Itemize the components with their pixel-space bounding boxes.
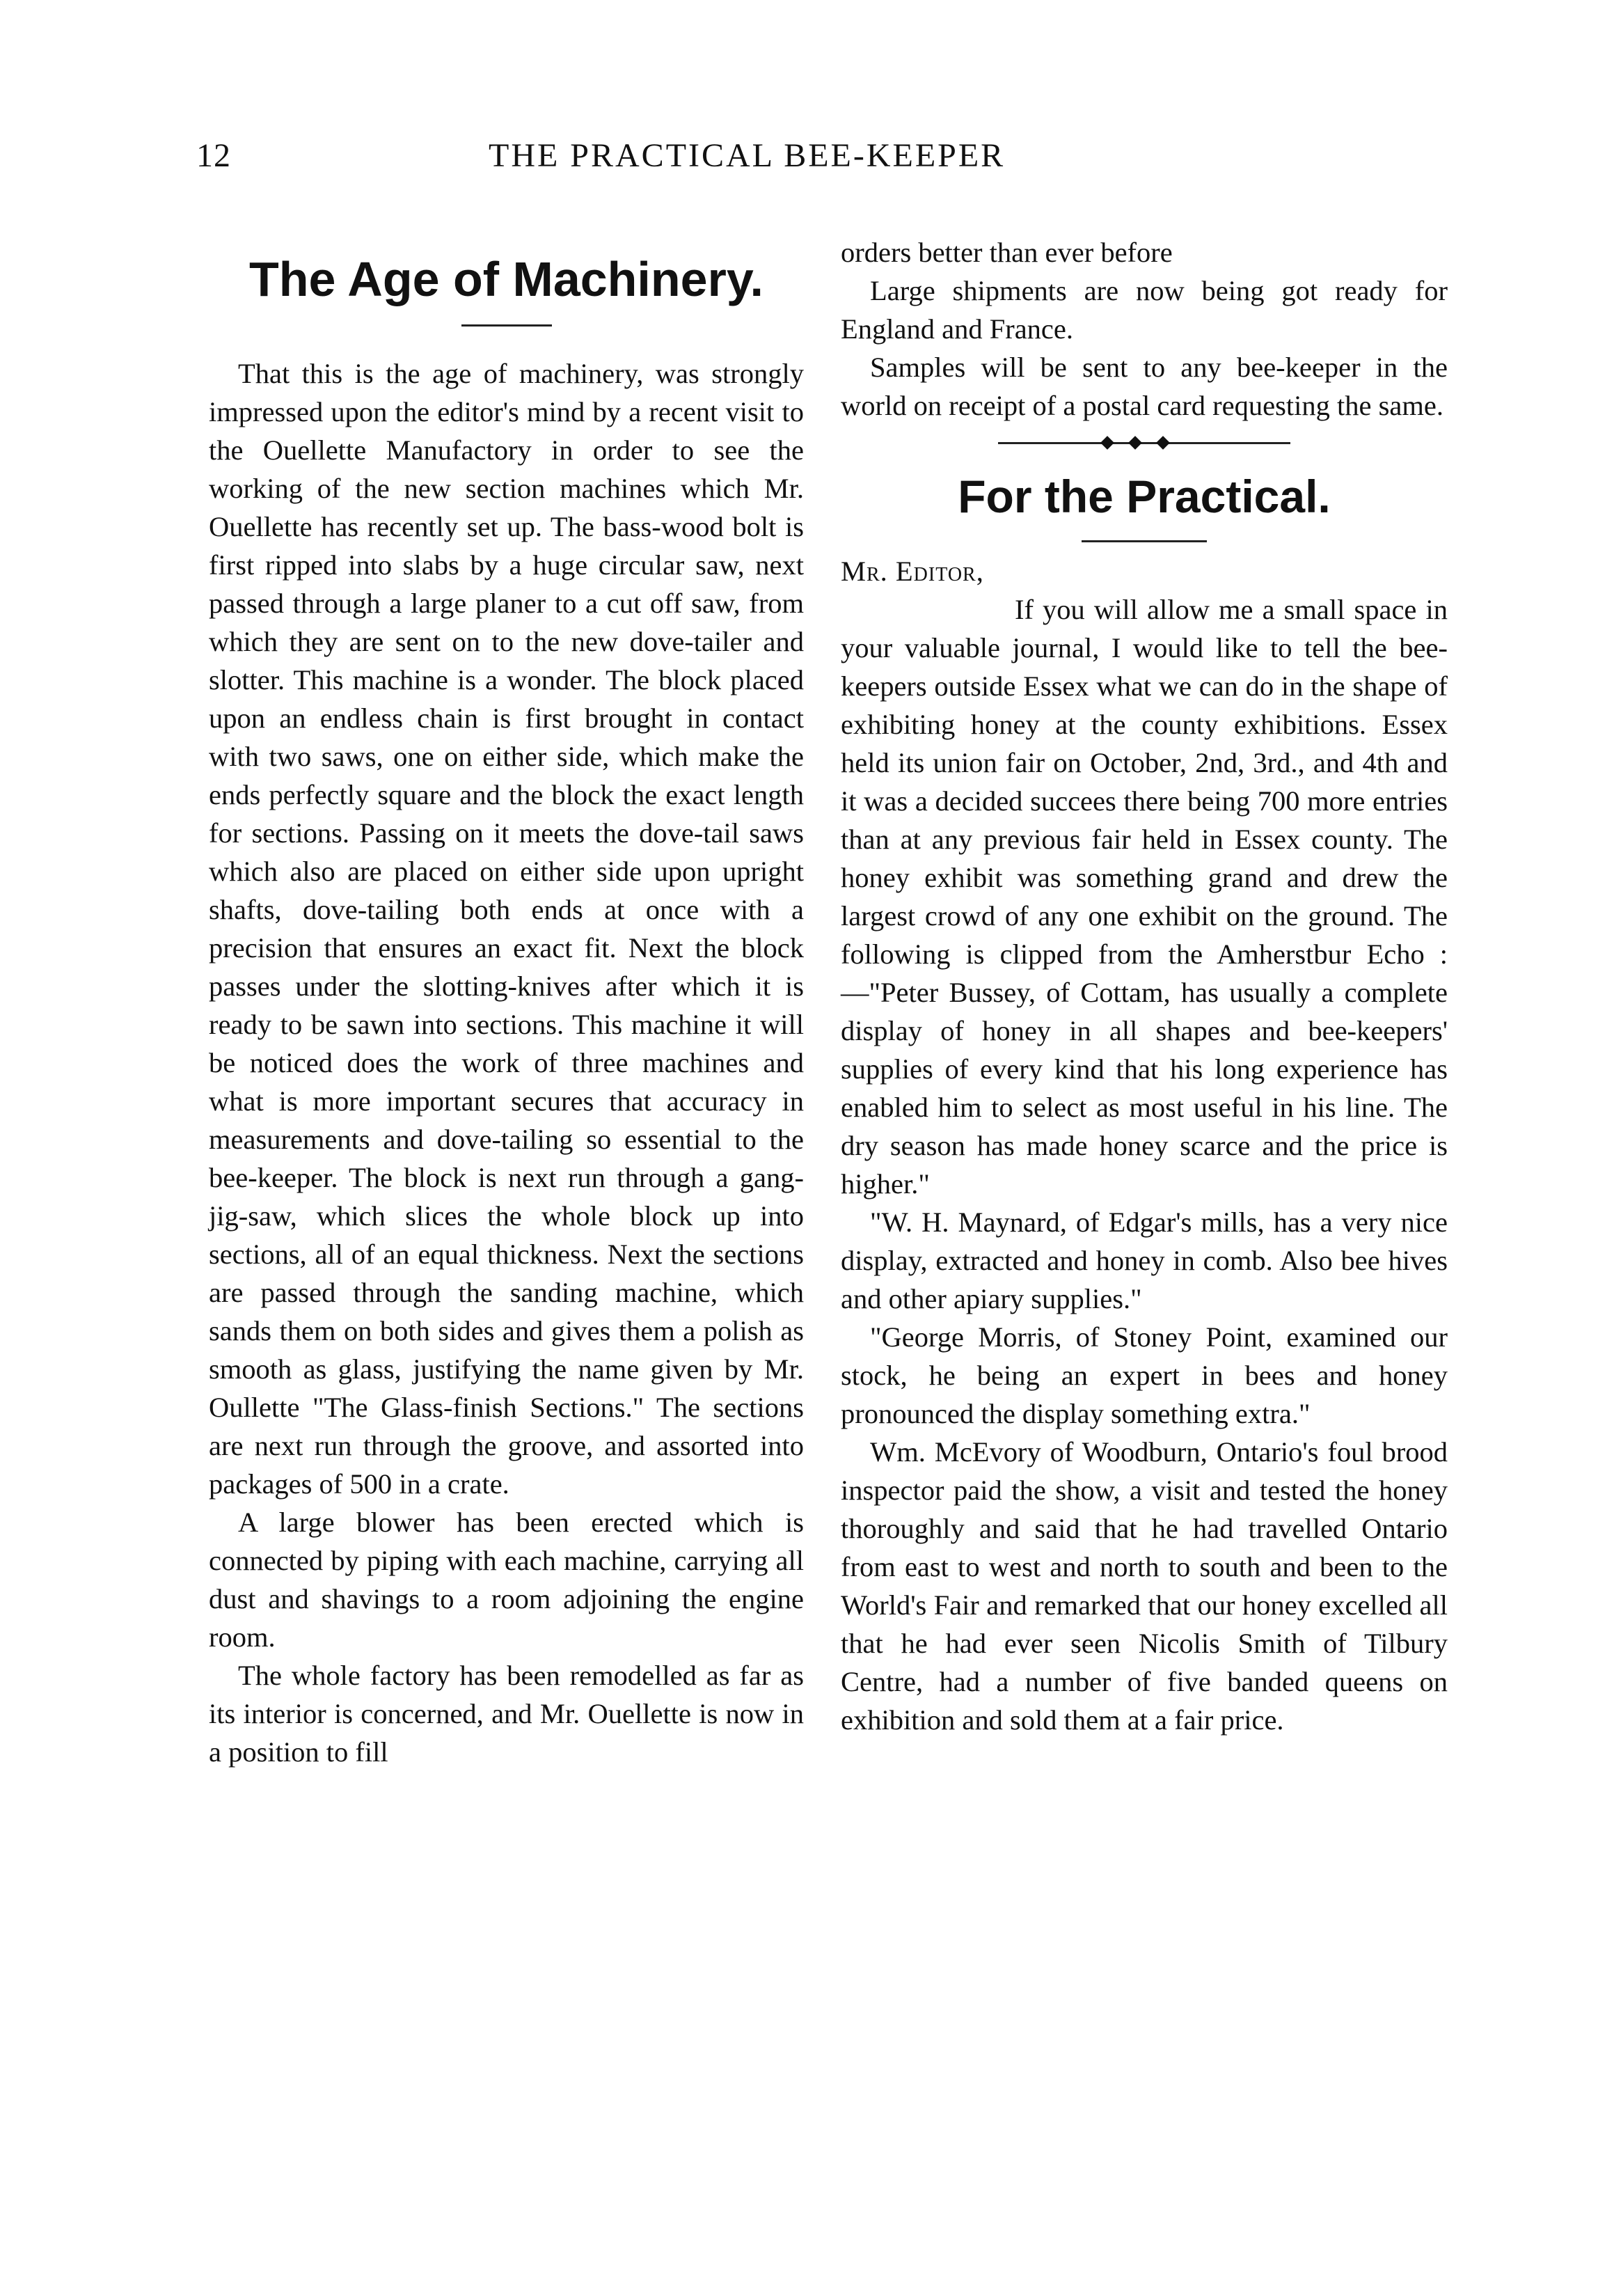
title-rule [461,324,552,327]
continued-paragraph: Samples will be sent to any bee-keeper in the world on receipt of a postal card requesting the same. [841,352,1448,421]
letter-paragraph: Wm. McEvory of Woodburn, Ontario's foul brood inspector paid the show, a visit and tested the honey thoroughly and said that he had travelled Ontario from east to west and north to south and been to the World's Fair and remarked that our honey excelled all that he had ever seen Nicolis Smith of Tilbury Centre, had a number of five banded queens on exhibition and sold them at a fair price. [841,1436,1448,1736]
article-paragraph: That this is the age of machinery, was strongly impressed upon the editor's mind by a recent visit to the Ouellette Manufactory in order to see the working of the new section machines which Mr. Ouellette has recently set up. The bass-wood bolt is first ripped into slabs by a huge circular saw, next passed through a large planer to a cut off saw, from which they are sent on to the new dove-tailer and slotter. This machine is a wonder. The block placed upon an endless chain is first brought in contact with two saws, one on either side, which make the ends perfectly square and the block the exact length for sections. Passing on it meets the dove-tail saws which also are placed on either side upon upright shafts, dove-tailing both ends at once with a precision that ensures an exact fit. Next the block passes under the slotting-knives after which it is ready to be sawn into sections. This machine it will be noticed does the work of three machines and what is more important secures that accuracy in measurements and dove-tailing so essential to the bee-keeper. The block is next run through a gang-jig-saw, which slices the whole block up into sections, all of an equal thickness. Next the sections are passed through the sanding machine, which sands them on both sides and gives them a polish as smooth as glass, justifying the name given by Mr. Oullette "The Glass-finish Sections." The sections are next run through the groove, and assorted into packages of 500 in a crate. [209,358,804,1500]
divider-ornament [1156,436,1170,450]
divider-ornament [1100,436,1114,450]
page-number: 12 [196,137,231,174]
section-divider [998,433,1290,454]
letter-paragraph: If you will allow me a small space in your valuable journal, I would like to tell the bee-keepers outside Essex what we can do in the shape of exhibiting honey at the county exhibitions. Essex held its union fair on October, 2nd, 3rd., and 4th and it was a decided succees there being 700 more entries than at any previous fair held in Essex county. The honey exhibit was something grand and drew the largest crowd of any one exhibit on the ground. The following is clipped from the Amherstbur Echo :—"Peter Bussey, of Cottam, has usually a complete display of honey in all shapes and bee-keepers' supplies of every kind that his long experience has enabled him to select as most useful in his line. The dry season has made honey scarce and the price is higher." [841,594,1448,1200]
article-paragraph: A large blower has been erected which is connected by piping with each machine, carrying all dust and shavings to a room adjoining the engine room. [209,1507,804,1653]
title-rule [1082,540,1207,542]
page-header [196,136,1171,185]
salutation: Mr. Editor, [841,556,984,587]
continued-paragraph: orders better than ever before [841,237,1173,268]
running-head: THE PRACTICAL BEE-KEEPER [489,137,1006,174]
left-column [209,230,804,1771]
continued-paragraph: Large shipments are now being got ready for England and France. [841,275,1448,345]
divider-ornament [1128,436,1142,450]
divider-line [998,442,1290,444]
right-column [841,233,1448,1739]
letter-paragraph: "W. H. Maynard, of Edgar's mills, has a very nice display, extracted and honey in comb. Also bee hives and other apiary supplies." [841,1206,1448,1314]
article-paragraph: The whole factory has been remodelled as far as its interior is concerned, and Mr. Ouellette is now in a position to fill [209,1660,804,1768]
article-title-machinery: The Age of Machinery. [249,252,764,306]
article-title-practical: For the Practical. [958,471,1331,522]
letter-paragraph: "George Morris, of Stoney Point, examined our stock, he being an expert in bees and honey pronounced the display something extra." [841,1321,1448,1429]
